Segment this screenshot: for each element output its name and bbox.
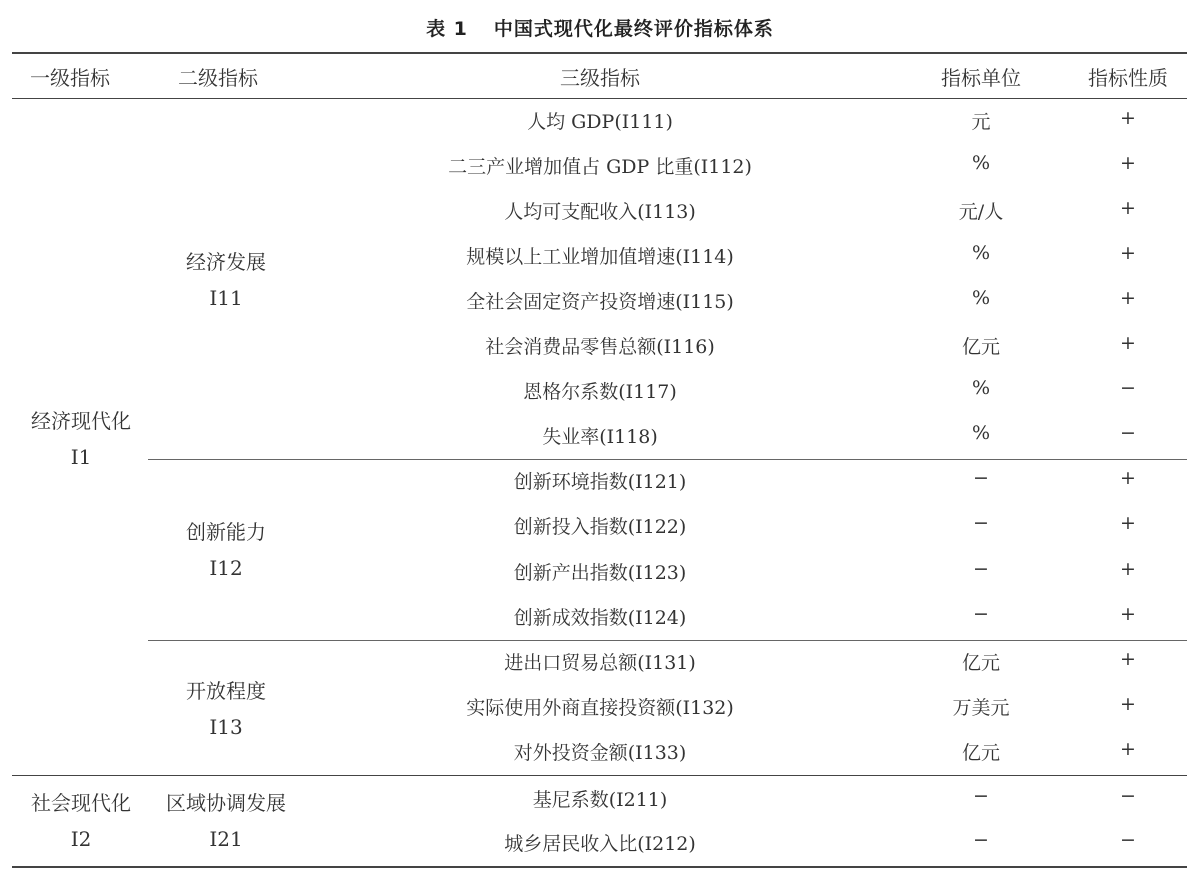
- indicator-cell: 人均 GDP(I111): [527, 111, 673, 133]
- top-rule: [12, 52, 1187, 54]
- indicator-cell: 全社会固定资产投资增速(I115): [466, 291, 734, 313]
- unit-cell: 元: [971, 111, 991, 133]
- level1-group-social: [12, 785, 150, 857]
- nature-cell: +: [1120, 693, 1136, 715]
- nature-cell: −: [1120, 422, 1136, 444]
- level2-name: 创新能力: [186, 520, 266, 544]
- unit-cell: %: [971, 422, 991, 444]
- level2-name: 开放程度: [186, 679, 266, 703]
- header-level3: 三级指标: [560, 66, 640, 90]
- nature-cell: +: [1120, 152, 1136, 174]
- section-divider-i2: [12, 775, 1187, 776]
- level2-code: I12: [209, 556, 243, 580]
- unit-cell: −: [973, 603, 989, 625]
- nature-cell: +: [1120, 512, 1136, 534]
- level1-name: 社会现代化: [31, 791, 131, 815]
- table-number: 表 1: [426, 18, 468, 40]
- nature-cell: +: [1120, 603, 1136, 625]
- indicator-cell: 规模以上工业增加值增速(I114): [466, 246, 734, 268]
- level1-group-economic: [12, 403, 150, 475]
- indicator-cell: 基尼系数(I211): [532, 789, 668, 811]
- unit-cell: %: [971, 287, 991, 309]
- level2-group-i11: [150, 244, 302, 316]
- indicator-cell: 社会消费品零售总额(I116): [485, 336, 715, 358]
- level1-code: I1: [70, 445, 92, 469]
- indicator-cell: 二三产业增加值占 GDP 比重(I112): [448, 156, 752, 178]
- bottom-rule: [12, 866, 1187, 868]
- level2-group-i13: [150, 673, 302, 745]
- unit-cell: −: [973, 829, 989, 851]
- level2-name: 经济发展: [186, 250, 266, 274]
- unit-cell: −: [973, 558, 989, 580]
- indicator-cell: 失业率(I118): [542, 426, 658, 448]
- nature-cell: +: [1120, 467, 1136, 489]
- level1-name: 经济现代化: [31, 409, 131, 433]
- nature-cell: +: [1120, 648, 1136, 670]
- level2-code: I11: [209, 286, 243, 310]
- level2-group-i12: [150, 514, 302, 586]
- unit-cell: %: [971, 242, 991, 264]
- indicator-cell: 创新成效指数(I124): [513, 607, 687, 629]
- unit-cell: 亿元: [961, 336, 1000, 358]
- unit-cell: 万美元: [952, 697, 1010, 719]
- group-divider-i13: [148, 640, 1187, 641]
- indicator-cell: 对外投资金额(I133): [513, 742, 687, 764]
- header-unit: 指标单位: [941, 66, 1021, 90]
- nature-cell: +: [1120, 242, 1136, 264]
- level2-code: I13: [209, 715, 243, 739]
- nature-cell: −: [1120, 785, 1136, 807]
- nature-cell: +: [1120, 558, 1136, 580]
- indicator-cell: 创新产出指数(I123): [513, 562, 687, 584]
- header-level1: 一级指标: [30, 66, 110, 90]
- group-divider-i12: [148, 459, 1187, 460]
- unit-cell: %: [971, 152, 991, 174]
- indicator-cell: 恩格尔系数(I117): [523, 381, 677, 403]
- header-level2: 二级指标: [178, 66, 258, 90]
- indicator-cell: 创新环境指数(I121): [513, 471, 687, 493]
- nature-cell: −: [1120, 377, 1136, 399]
- header-nature: 指标性质: [1088, 66, 1168, 90]
- unit-cell: 元/人: [958, 201, 1004, 223]
- indicator-cell: 创新投入指数(I122): [513, 516, 687, 538]
- indicator-cell: 实际使用外商直接投资额(I132): [466, 697, 734, 719]
- nature-cell: +: [1120, 287, 1136, 309]
- nature-cell: +: [1120, 332, 1136, 354]
- nature-cell: +: [1120, 197, 1136, 219]
- level1-code: I2: [70, 827, 92, 851]
- nature-cell: +: [1120, 107, 1136, 129]
- unit-cell: −: [973, 467, 989, 489]
- table-caption: [0, 14, 1200, 41]
- table-title: 中国式现代化最终评价指标体系: [493, 18, 774, 40]
- level2-name: 区域协调发展: [166, 791, 286, 815]
- unit-cell: −: [973, 512, 989, 534]
- indicator-cell: 城乡居民收入比(I212): [504, 833, 696, 855]
- level2-code: I21: [209, 827, 243, 851]
- level2-group-i21: [150, 785, 302, 857]
- indicator-cell: 人均可支配收入(I113): [504, 201, 696, 223]
- unit-cell: %: [971, 377, 991, 399]
- unit-cell: −: [973, 785, 989, 807]
- nature-cell: +: [1120, 738, 1136, 760]
- unit-cell: 亿元: [961, 742, 1000, 764]
- indicator-cell: 进出口贸易总额(I131): [504, 652, 696, 674]
- nature-cell: −: [1120, 829, 1136, 851]
- unit-cell: 亿元: [961, 652, 1000, 674]
- header-rule: [12, 98, 1187, 99]
